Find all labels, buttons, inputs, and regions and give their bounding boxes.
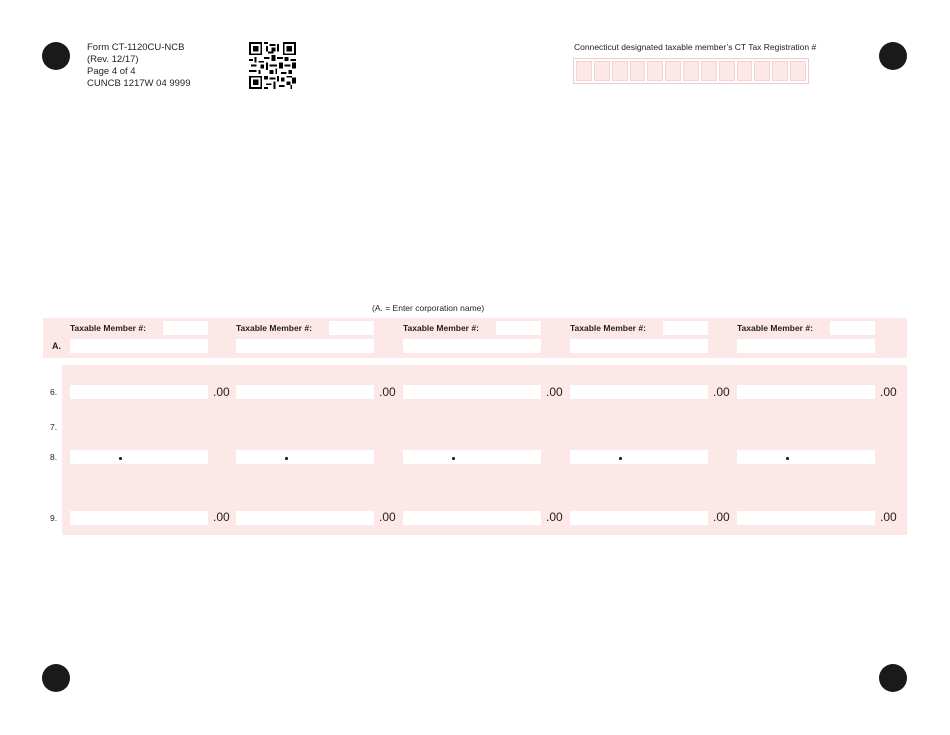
corporation-name-input[interactable] — [70, 339, 208, 353]
line-9-cents: .00 — [546, 510, 563, 524]
taxable-member-label: Taxable Member #: — [737, 323, 813, 333]
decimal-point-icon — [619, 457, 622, 460]
line-9-input[interactable] — [570, 511, 708, 525]
registration-digit-box[interactable] — [754, 61, 770, 81]
registration-digit-box[interactable] — [737, 61, 753, 81]
corporation-name-input[interactable] — [737, 339, 875, 353]
form-revision: (Rev. 12/17) — [87, 54, 139, 65]
line-9-cents: .00 — [379, 510, 396, 524]
line-6-input[interactable] — [236, 385, 374, 399]
decimal-point-icon — [786, 457, 789, 460]
line-9-cents: .00 — [213, 510, 230, 524]
line-9-input[interactable] — [236, 511, 374, 525]
taxable-member-number-input[interactable] — [830, 321, 875, 335]
row-label-6: 6. — [50, 387, 58, 397]
line-8-input[interactable] — [737, 450, 875, 464]
registration-mark-top-left — [42, 42, 70, 70]
page-number: Page 4 of 4 — [87, 66, 136, 77]
registration-label: Connecticut designated taxable member’s CT Tax Registration # — [574, 42, 817, 52]
corporation-name-input[interactable] — [403, 339, 541, 353]
decimal-point-icon — [285, 457, 288, 460]
line-6-cents: .00 — [379, 385, 396, 399]
line-6-cents: .00 — [713, 385, 730, 399]
registration-digit-box[interactable] — [772, 61, 788, 81]
line-6-input[interactable] — [403, 385, 541, 399]
registration-digit-box[interactable] — [790, 61, 806, 81]
line-9-input[interactable] — [70, 511, 208, 525]
registration-digit-box[interactable] — [630, 61, 646, 81]
taxable-member-number-input[interactable] — [663, 321, 708, 335]
registration-digit-box[interactable] — [665, 61, 681, 81]
registration-digit-box[interactable] — [576, 61, 592, 81]
form-header — [87, 42, 191, 90]
row-label-9: 9. — [50, 513, 58, 523]
registration-mark-top-right — [879, 42, 907, 70]
line-8-input[interactable] — [403, 450, 541, 464]
line-8-input[interactable] — [570, 450, 708, 464]
line-6-cents: .00 — [213, 385, 230, 399]
registration-number-field — [573, 58, 809, 84]
form-code: CUNCB 1217W 04 9999 — [87, 78, 191, 89]
qr-code-icon — [249, 42, 296, 89]
taxable-member-label: Taxable Member #: — [570, 323, 646, 333]
line-9-cents: .00 — [880, 510, 897, 524]
registration-digit-box[interactable] — [701, 61, 717, 81]
registration-digit-box[interactable] — [683, 61, 699, 81]
line-6-cents: .00 — [546, 385, 563, 399]
decimal-point-icon — [452, 457, 455, 460]
taxable-member-number-input[interactable] — [496, 321, 541, 335]
taxable-member-label: Taxable Member #: — [70, 323, 146, 333]
taxable-member-label: Taxable Member #: — [236, 323, 312, 333]
taxable-member-number-input[interactable] — [329, 321, 374, 335]
line-9-input[interactable] — [737, 511, 875, 525]
line-8-input[interactable] — [236, 450, 374, 464]
line-6-cents: .00 — [880, 385, 897, 399]
line-6-input[interactable] — [70, 385, 208, 399]
registration-digit-box[interactable] — [647, 61, 663, 81]
line-9-input[interactable] — [403, 511, 541, 525]
line-6-input[interactable] — [570, 385, 708, 399]
row-label-a: A. — [52, 341, 61, 351]
registration-digit-box[interactable] — [612, 61, 628, 81]
registration-digit-box[interactable] — [594, 61, 610, 81]
instruction-note: (A. = Enter corporation name) — [372, 303, 485, 313]
registration-mark-bottom-right — [879, 664, 907, 692]
line-6-input[interactable] — [737, 385, 875, 399]
registration-mark-bottom-left — [42, 664, 70, 692]
corporation-name-input[interactable] — [570, 339, 708, 353]
row-label-8: 8. — [50, 452, 58, 462]
corporation-name-input[interactable] — [236, 339, 374, 353]
taxable-member-number-input[interactable] — [163, 321, 208, 335]
form-id: Form CT-1120CU-NCB — [87, 42, 185, 53]
taxable-member-label: Taxable Member #: — [403, 323, 479, 333]
line-8-input[interactable] — [70, 450, 208, 464]
decimal-point-icon — [119, 457, 122, 460]
line-9-cents: .00 — [713, 510, 730, 524]
registration-digit-box[interactable] — [719, 61, 735, 81]
row-label-7: 7. — [50, 422, 58, 432]
